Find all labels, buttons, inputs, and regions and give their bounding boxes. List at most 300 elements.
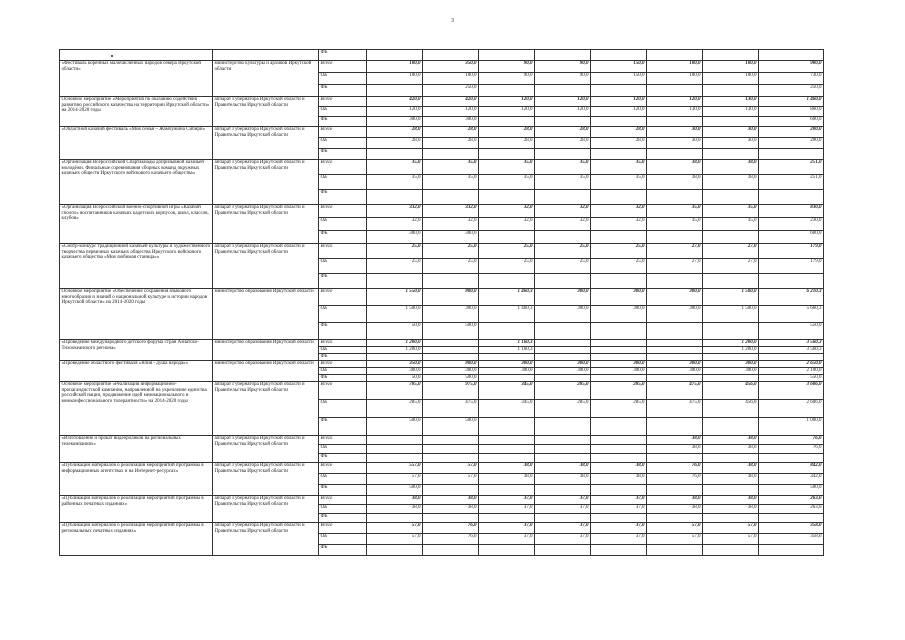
value-cell bbox=[703, 323, 759, 340]
table-row bbox=[60, 244, 824, 259]
event-name-cell: «Организация Всероссийской военно-спортивной игры «Казачий сполох» воспитанников казачьих кадетских корпусов, школ, классов, клубов» bbox=[60, 205, 213, 244]
event-name-cell: «Проведение областного фестиваля «Ялия - душа народа»» bbox=[60, 361, 213, 382]
value-cell: 300,0 bbox=[367, 117, 423, 127]
executor-cell bbox=[213, 50, 319, 61]
value-cell bbox=[591, 149, 647, 160]
value-cell: 475,0 bbox=[423, 400, 479, 418]
value-cell bbox=[479, 454, 535, 463]
value-cell: 38,0 bbox=[647, 505, 703, 514]
value-cell: 300,0 bbox=[423, 368, 479, 375]
event-name-cell: «Проведение международного детского форума стран Азиатско-Тихоокеанского региона» bbox=[60, 340, 213, 361]
value-cell: 25,0 bbox=[479, 259, 535, 274]
value-cell: 37,0 bbox=[535, 534, 591, 545]
value-cell: 130,0 bbox=[703, 107, 759, 117]
value-cell: 975,0 bbox=[423, 382, 479, 400]
value-cell: 120,0 bbox=[479, 97, 535, 107]
table-row bbox=[60, 340, 824, 347]
value-cell bbox=[591, 347, 647, 354]
value-cell: 27,0 bbox=[647, 259, 703, 274]
funding-source-cell: ОБ bbox=[319, 368, 367, 375]
value-cell: 38,0 bbox=[703, 175, 759, 190]
value-cell: 500,0 bbox=[367, 485, 423, 496]
value-cell: 250,0 bbox=[423, 85, 479, 97]
value-cell: 30,0 bbox=[703, 127, 759, 138]
value-cell: 800,0 bbox=[423, 361, 479, 368]
funding-source-cell: ФБ bbox=[319, 418, 367, 436]
value-cell: 100,0 bbox=[647, 61, 703, 73]
value-cell bbox=[535, 190, 591, 205]
value-cell bbox=[591, 485, 647, 496]
value-cell: 35,0 bbox=[591, 175, 647, 190]
value-cell: 30,0 bbox=[703, 138, 759, 149]
value-cell: 50,0 bbox=[367, 375, 423, 382]
value-cell bbox=[703, 231, 759, 244]
value-cell: 25,0 bbox=[423, 244, 479, 259]
value-cell: 800,0 bbox=[423, 289, 479, 306]
value-cell bbox=[479, 375, 535, 382]
value-cell bbox=[423, 347, 479, 354]
value-cell: 76,0 bbox=[423, 523, 479, 534]
executor-cell: аппарат Губернатора Иркутской области и Правительства Иркутской области bbox=[213, 205, 319, 244]
funding-source-cell: ФБ bbox=[319, 231, 367, 244]
value-cell: 456,0 bbox=[703, 400, 759, 418]
event-name-cell: «Областной казачий фестиваль «Моя семья – Жамчужина Сибири» bbox=[60, 127, 213, 160]
event-name-cell: «Публикации материалов о реализации мероприятий программы в информационных агентствах и на Интернет-ресурсах» bbox=[60, 463, 213, 496]
funding-source-cell: ОБ bbox=[319, 259, 367, 274]
value-cell: 285,0 bbox=[367, 400, 423, 418]
value-cell: 358,0 bbox=[759, 534, 824, 545]
value-cell: 5 660,3 bbox=[759, 306, 824, 323]
value-cell: 57,0 bbox=[703, 534, 759, 545]
value-cell: 38,0 bbox=[479, 474, 535, 485]
value-cell: 1 550,0 bbox=[367, 289, 423, 306]
value-cell bbox=[423, 190, 479, 205]
value-cell bbox=[647, 485, 703, 496]
funding-source-cell: ФБ bbox=[319, 323, 367, 340]
funding-source-cell: Всего bbox=[319, 127, 367, 138]
value-cell: 120,0 bbox=[591, 97, 647, 107]
value-cell: 28,0 bbox=[367, 138, 423, 149]
value-cell: 57,0 bbox=[367, 523, 423, 534]
value-cell bbox=[479, 354, 535, 361]
value-cell bbox=[367, 354, 423, 361]
value-cell: 38,0 bbox=[703, 445, 759, 454]
value-cell: 35,0 bbox=[591, 160, 647, 175]
event-name-cell: «Смотр-конкурс традиционной казачьей культуры и художественного творчества первичных казачьих общества Иркутского войскового казачьего общества «Моя любимая станица»» bbox=[60, 244, 213, 289]
value-cell bbox=[479, 418, 535, 436]
value-cell bbox=[703, 485, 759, 496]
value-cell: 285,0 bbox=[591, 382, 647, 400]
executor-cell: аппарат Губернатора Иркутской области и Правительства Иркутской области bbox=[213, 436, 319, 463]
value-cell: 25,0 bbox=[535, 259, 591, 274]
budget-table bbox=[59, 49, 824, 556]
value-cell bbox=[535, 418, 591, 436]
value-cell: 90,0 bbox=[479, 61, 535, 73]
value-cell bbox=[423, 340, 479, 347]
value-cell: 30,0 bbox=[647, 127, 703, 138]
funding-source-cell: ФБ bbox=[319, 274, 367, 289]
value-cell: 50,0 bbox=[367, 323, 423, 340]
value-cell bbox=[647, 418, 703, 436]
value-cell: 27,0 bbox=[703, 259, 759, 274]
value-cell bbox=[759, 514, 824, 523]
value-cell: 38,0 bbox=[703, 496, 759, 505]
value-cell bbox=[479, 436, 535, 445]
funding-source-cell: ФБ bbox=[319, 50, 367, 61]
value-cell: 100,0 bbox=[423, 73, 479, 85]
value-cell: 57,0 bbox=[367, 534, 423, 545]
funding-source-cell: ОБ bbox=[319, 138, 367, 149]
value-cell: 28,0 bbox=[367, 127, 423, 138]
value-cell: 251,0 bbox=[759, 175, 824, 190]
value-cell: 90,0 bbox=[479, 73, 535, 85]
value-cell bbox=[479, 149, 535, 160]
value-cell: 37,0 bbox=[479, 505, 535, 514]
value-cell bbox=[703, 149, 759, 160]
value-cell: 25,0 bbox=[591, 259, 647, 274]
funding-source-cell: Всего bbox=[319, 436, 367, 445]
value-cell: 28,0 bbox=[423, 127, 479, 138]
funding-source-cell: ФБ bbox=[319, 117, 367, 127]
value-cell bbox=[479, 514, 535, 523]
value-cell: 100,0 bbox=[703, 61, 759, 73]
value-cell bbox=[535, 231, 591, 244]
funding-source-cell: ОБ bbox=[319, 175, 367, 190]
table-row bbox=[60, 205, 824, 218]
value-cell: 35,0 bbox=[423, 175, 479, 190]
value-cell bbox=[535, 485, 591, 496]
value-cell bbox=[591, 445, 647, 454]
funding-source-cell: Всего bbox=[319, 160, 367, 175]
value-cell bbox=[647, 231, 703, 244]
executor-cell: министерство культуры и архивов Иркутской области bbox=[213, 61, 319, 97]
value-cell: 730,0 bbox=[759, 73, 824, 85]
value-cell bbox=[535, 85, 591, 97]
value-cell bbox=[647, 190, 703, 205]
value-cell: 200,0 bbox=[759, 127, 824, 138]
value-cell: 100,0 bbox=[367, 61, 423, 73]
value-cell: 28,0 bbox=[479, 127, 535, 138]
value-cell: 37,0 bbox=[479, 534, 535, 545]
value-cell: 980,0 bbox=[759, 61, 824, 73]
value-cell: 35,0 bbox=[703, 218, 759, 231]
value-cell: 90,0 bbox=[535, 61, 591, 73]
value-cell bbox=[703, 454, 759, 463]
value-cell: 30,0 bbox=[647, 138, 703, 149]
table-row bbox=[60, 382, 824, 400]
value-cell bbox=[535, 50, 591, 61]
value-cell: 600,0 bbox=[759, 231, 824, 244]
value-cell bbox=[535, 454, 591, 463]
value-cell: 28,0 bbox=[535, 138, 591, 149]
value-cell: 38,0 bbox=[703, 463, 759, 474]
executor-cell: аппарат Губернатора Иркутской области и Правительства Иркутской области bbox=[213, 160, 319, 205]
value-cell: 38,0 bbox=[703, 505, 759, 514]
value-cell bbox=[535, 375, 591, 382]
value-cell: 38,0 bbox=[703, 436, 759, 445]
value-cell bbox=[535, 545, 591, 556]
value-cell: 300,0 bbox=[647, 289, 703, 306]
value-cell bbox=[479, 485, 535, 496]
funding-source-cell: ОБ bbox=[319, 218, 367, 231]
value-cell: 350,0 bbox=[367, 361, 423, 368]
value-cell: 38,0 bbox=[703, 160, 759, 175]
value-cell: 28,0 bbox=[591, 138, 647, 149]
value-cell bbox=[479, 117, 535, 127]
value-cell: 35,0 bbox=[535, 160, 591, 175]
value-cell bbox=[647, 514, 703, 523]
value-cell bbox=[647, 545, 703, 556]
value-cell: 35,0 bbox=[647, 218, 703, 231]
value-cell: 420,0 bbox=[423, 97, 479, 107]
value-cell: 37,0 bbox=[535, 523, 591, 534]
value-cell: 28,0 bbox=[591, 127, 647, 138]
value-cell: 6 210,3 bbox=[759, 289, 824, 306]
value-cell bbox=[647, 85, 703, 97]
value-cell bbox=[759, 354, 824, 361]
value-cell: 57,0 bbox=[647, 534, 703, 545]
value-cell bbox=[479, 445, 535, 454]
value-cell bbox=[647, 354, 703, 361]
value-cell: 32,0 bbox=[591, 205, 647, 218]
table-row bbox=[60, 97, 824, 107]
funding-source-cell: ФБ bbox=[319, 375, 367, 382]
value-cell: 38,0 bbox=[591, 463, 647, 474]
value-cell: 1 500,0 bbox=[703, 306, 759, 323]
page-number: 3 bbox=[451, 18, 454, 24]
executor-cell: аппарат Губернатора Иркутской области и Правительства Иркутской области bbox=[213, 127, 319, 160]
funding-source-cell: ФБ bbox=[319, 514, 367, 523]
value-cell: 300,0 bbox=[591, 368, 647, 375]
table-row bbox=[60, 127, 824, 138]
value-cell: 300,0 bbox=[535, 361, 591, 368]
value-cell bbox=[479, 545, 535, 556]
value-cell bbox=[535, 323, 591, 340]
funding-source-cell: ФБ bbox=[319, 485, 367, 496]
value-cell: 300,0 bbox=[591, 361, 647, 368]
value-cell: 285,0 bbox=[535, 382, 591, 400]
value-cell: 179,0 bbox=[759, 244, 824, 259]
value-cell: 475,0 bbox=[647, 382, 703, 400]
value-cell: 1 200,0 bbox=[703, 340, 759, 347]
funding-source-cell: Всего bbox=[319, 382, 367, 400]
value-cell: 32,0 bbox=[535, 205, 591, 218]
value-cell bbox=[759, 190, 824, 205]
event-name-cell: Основное мероприятие «Обеспечение сохранения языкового многообразия и знаний о национальной культуре и истории народов Иркутской области» на 2014-2020 годы bbox=[60, 289, 213, 340]
value-cell: 475,0 bbox=[647, 400, 703, 418]
value-cell bbox=[535, 514, 591, 523]
event-name-cell: «Организация Всероссийской Спартакиады допризывной казачьей молодёжи. Финальные соревнования сборных команд окружных казачьих обществ Иркутского войскового казачьего общества» bbox=[60, 160, 213, 205]
value-cell: 37,0 bbox=[591, 496, 647, 505]
value-cell bbox=[423, 485, 479, 496]
executor-cell: аппарат Губернатора Иркутской области и Правительства Иркутской области bbox=[213, 523, 319, 556]
value-cell: 300,0 bbox=[479, 361, 535, 368]
value-cell: 2 100,0 bbox=[759, 368, 824, 375]
funding-source-cell: ОБ bbox=[319, 505, 367, 514]
value-cell: 500,0 bbox=[759, 485, 824, 496]
value-cell bbox=[423, 545, 479, 556]
value-cell: 2 606,0 bbox=[759, 400, 824, 418]
value-cell bbox=[703, 274, 759, 289]
value-cell bbox=[367, 85, 423, 97]
value-cell bbox=[535, 445, 591, 454]
value-cell bbox=[703, 354, 759, 361]
value-cell bbox=[423, 436, 479, 445]
value-cell: 120,0 bbox=[535, 97, 591, 107]
value-cell: 130,0 bbox=[647, 107, 703, 117]
value-cell: 420,0 bbox=[367, 97, 423, 107]
value-cell: 57,0 bbox=[703, 523, 759, 534]
value-cell bbox=[535, 149, 591, 160]
value-cell bbox=[535, 340, 591, 347]
value-cell: 3 560,3 bbox=[759, 340, 824, 347]
event-name-cell bbox=[60, 50, 213, 61]
value-cell: 300,0 bbox=[479, 368, 535, 375]
value-cell: 27,0 bbox=[703, 244, 759, 259]
value-cell: 300,0 bbox=[703, 368, 759, 375]
value-cell: 76,0 bbox=[759, 445, 824, 454]
value-cell bbox=[535, 117, 591, 127]
value-cell bbox=[423, 445, 479, 454]
value-cell: 285,0 bbox=[591, 400, 647, 418]
value-cell bbox=[759, 545, 824, 556]
value-cell: 350,0 bbox=[423, 61, 479, 73]
event-name-cell: Основное мероприятие «Мероприятия по оказанию содействия развитию российского казачества на территории Иркутской области» на 2014-2020 годы bbox=[60, 97, 213, 127]
value-cell bbox=[367, 50, 423, 61]
executor-cell: министерство образования Иркутской области bbox=[213, 361, 319, 382]
value-cell bbox=[591, 231, 647, 244]
value-cell: 25,0 bbox=[367, 244, 423, 259]
value-cell: 57,0 bbox=[423, 474, 479, 485]
value-cell: 38,0 bbox=[647, 175, 703, 190]
value-cell: 28,0 bbox=[479, 138, 535, 149]
funding-source-cell: ОБ bbox=[319, 474, 367, 485]
value-cell: 28,0 bbox=[535, 127, 591, 138]
value-cell bbox=[591, 190, 647, 205]
value-cell: 38,0 bbox=[535, 474, 591, 485]
executor-cell: аппарат Губернатора Иркутской области и Правительства Иркутской области bbox=[213, 244, 319, 289]
value-cell bbox=[703, 514, 759, 523]
value-cell: 120,0 bbox=[367, 107, 423, 117]
value-cell: 32,0 bbox=[423, 218, 479, 231]
value-cell: 300,0 bbox=[423, 117, 479, 127]
value-cell: 37,0 bbox=[479, 496, 535, 505]
value-cell: 179,0 bbox=[759, 259, 824, 274]
value-cell bbox=[647, 454, 703, 463]
value-cell bbox=[591, 418, 647, 436]
value-cell bbox=[647, 347, 703, 354]
value-cell: 35,0 bbox=[479, 160, 535, 175]
value-cell bbox=[367, 190, 423, 205]
funding-source-cell: Всего bbox=[319, 61, 367, 73]
value-cell: 120,0 bbox=[647, 97, 703, 107]
value-cell: 57,0 bbox=[423, 463, 479, 474]
value-cell: 3 606,0 bbox=[759, 382, 824, 400]
value-cell: 35,0 bbox=[647, 205, 703, 218]
value-cell: 600,0 bbox=[759, 117, 824, 127]
value-cell bbox=[367, 274, 423, 289]
value-cell bbox=[479, 323, 535, 340]
value-cell: 251,0 bbox=[759, 160, 824, 175]
value-cell: 76,0 bbox=[423, 534, 479, 545]
value-cell: 500,0 bbox=[423, 323, 479, 340]
value-cell: 456,0 bbox=[703, 382, 759, 400]
funding-source-cell: ОБ bbox=[319, 306, 367, 323]
value-cell: 76,0 bbox=[647, 474, 703, 485]
value-cell bbox=[591, 375, 647, 382]
value-cell: 32,0 bbox=[591, 218, 647, 231]
funding-source-cell: Всего bbox=[319, 289, 367, 306]
funding-source-cell: ФБ bbox=[319, 85, 367, 97]
event-name-cell: «Публикации материалов о реализации мероприятий программы в региональных печатных изданиях» bbox=[60, 523, 213, 556]
value-cell: 76,0 bbox=[759, 436, 824, 445]
value-cell: 38,0 bbox=[647, 160, 703, 175]
value-cell: 300,0 bbox=[535, 368, 591, 375]
value-cell: 32,0 bbox=[479, 205, 535, 218]
value-cell: 57,0 bbox=[367, 474, 423, 485]
value-cell bbox=[591, 117, 647, 127]
value-cell: 28,0 bbox=[423, 138, 479, 149]
value-cell: 300,0 bbox=[535, 306, 591, 323]
table-row bbox=[60, 436, 824, 445]
value-cell: 38,0 bbox=[479, 463, 535, 474]
value-cell bbox=[591, 50, 647, 61]
value-cell bbox=[591, 436, 647, 445]
value-cell: 38,0 bbox=[647, 436, 703, 445]
value-cell bbox=[703, 117, 759, 127]
value-cell bbox=[423, 149, 479, 160]
value-cell: 120,0 bbox=[423, 107, 479, 117]
value-cell bbox=[591, 274, 647, 289]
funding-source-cell: Всего bbox=[319, 340, 367, 347]
funding-source-cell: Всего bbox=[319, 244, 367, 259]
value-cell: 557,0 bbox=[367, 463, 423, 474]
value-cell: 3 560,3 bbox=[759, 347, 824, 354]
value-cell bbox=[703, 418, 759, 436]
value-cell: 300,0 bbox=[367, 368, 423, 375]
funding-source-cell: ОБ bbox=[319, 107, 367, 117]
value-cell bbox=[759, 454, 824, 463]
value-cell: 35,0 bbox=[703, 205, 759, 218]
value-cell bbox=[647, 274, 703, 289]
value-cell: 32,0 bbox=[367, 218, 423, 231]
event-name-cell: «Публикации материалов о реализации мероприятий программы в районных печатных изданиях» bbox=[60, 496, 213, 523]
value-cell: 37,0 bbox=[535, 496, 591, 505]
value-cell: 230,0 bbox=[759, 218, 824, 231]
value-cell: 100,0 bbox=[647, 73, 703, 85]
value-cell: 300,0 bbox=[535, 289, 591, 306]
executor-cell: аппарат Губернатора Иркутской области и Правительства Иркутской области bbox=[213, 382, 319, 436]
value-cell: 358,0 bbox=[759, 523, 824, 534]
value-cell: 32,0 bbox=[535, 218, 591, 231]
value-cell: 300,0 bbox=[647, 361, 703, 368]
funding-source-cell: ФБ bbox=[319, 354, 367, 361]
value-cell: 35,0 bbox=[423, 160, 479, 175]
value-cell: 90,0 bbox=[535, 73, 591, 85]
value-cell bbox=[591, 454, 647, 463]
value-cell: 38,0 bbox=[367, 505, 423, 514]
executor-cell: министерство образования Иркутской области bbox=[213, 340, 319, 361]
value-cell bbox=[591, 514, 647, 523]
table-row bbox=[60, 289, 824, 306]
value-cell bbox=[535, 347, 591, 354]
value-cell bbox=[367, 545, 423, 556]
value-cell: 345,0 bbox=[479, 400, 535, 418]
table-row bbox=[60, 523, 824, 534]
funding-source-cell: Всего bbox=[319, 97, 367, 107]
funding-source-cell: ОБ bbox=[319, 347, 367, 354]
event-name-cell: «Изготовление и прокат видеороликов на региональных телекомпаниях» bbox=[60, 436, 213, 463]
